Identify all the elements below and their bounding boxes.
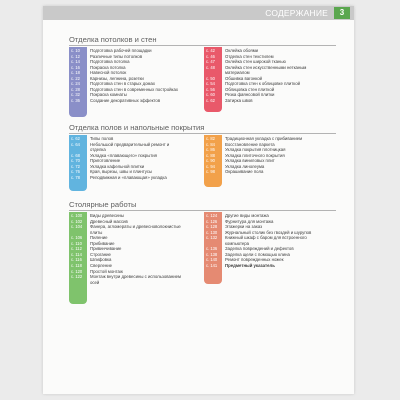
toc-entry-title: Шлифовка [90,257,112,263]
toc-entry-title: Подготовка стен к облицовке плиткой [225,81,300,87]
toc-entry-page: с. 138 [206,251,218,257]
toc-entry-page: с. 70 [71,158,80,164]
toc-column-left [69,47,197,117]
toc-entry-page: с. 122 [71,274,83,280]
toc-entry-page: с. 12 [71,53,80,59]
toc-entry [204,98,344,104]
toc-entry-title: Укладка «плавающего» покрытия [90,152,157,158]
toc-entry [69,280,197,286]
toc-entry-page: с. 130 [206,229,218,235]
toc-entry-title: осей [90,279,100,285]
toc-entry-page: с. 36 [71,97,80,103]
toc-entry-title: Небольшой предварительный ремонт и [90,141,170,147]
toc-entry-title: Виды древесины [90,213,124,218]
toc-entry-title: Различные типы потолков [90,53,143,59]
toc-entry-title: Древесный массив [90,218,128,224]
section-title-floors: Отделка полов и напольные покрытия [69,123,205,132]
toc-entry-title: Резка фаянсовой плитки [225,92,275,98]
toc-entry-page: с. 136 [206,246,218,252]
toc-entry-title: Восстановление паркета [225,141,275,147]
toc-entry-page: с. 32 [71,92,80,98]
toc-entry-title: Края, вырезы, швы и плинтусы [90,169,153,175]
toc-entry-title: Ремонт поврежденных ножек [225,257,284,263]
toc-entry-title: Приготовление [90,158,121,164]
toc-entry-title: Журнальный столик без гвоздей и шурупов [225,229,312,235]
toc-entry-title: Отделка стен текстилем [225,53,274,59]
section-divider [69,133,336,134]
toc-entry-page: с. 140 [206,257,218,263]
toc-entry-title: компьютера [225,240,250,246]
toc-entry-title: Укладка виниловых плит [225,158,275,164]
toc-entry-page: с. 48 [206,64,215,70]
toc-entry-title: Другие виды монтажа [225,213,269,218]
toc-entry-page: с. 76 [71,169,80,175]
section-divider [69,210,336,211]
toc-entry-page: с. 104 [71,224,83,230]
toc-entry-title: Подготовка рабочей площадки [90,48,152,53]
toc-entry-page: с. 82 [206,136,215,141]
toc-entry [204,169,344,175]
toc-column-left [69,135,197,191]
toc-entry-title: Пиление [90,235,108,241]
toc-entry-page: с. 141 [206,262,218,268]
toc-entry-page: с. 14 [71,59,80,65]
toc-entry-page: с. 47 [206,59,215,65]
toc-entry-page: с. 124 [206,213,218,218]
toc-entry-title: Предметный указатель [225,262,275,268]
toc-entry-title: Традиционная укладка с прибиванием [225,136,303,141]
toc-entry-title: Подготовка стен в современных постройках [90,86,179,92]
toc-entry-page: с. 102 [71,218,83,224]
toc-entry-page: с. 78 [71,174,80,180]
toc-entry-page: с. 116 [71,257,82,263]
toc-entry-title: Заделка щели с помощью клина [225,251,290,257]
toc-entry-title: Фанера, агломераты и древесноволокнистые [90,224,181,230]
toc-entry-page: с. 88 [206,152,215,158]
header-title: СОДЕРЖАНИЕ [265,8,328,18]
toc-entry-page: с. 128 [206,224,218,230]
toc-entry-title: Подготовка стен в старых домах [90,81,155,87]
toc-entry-page: с. 64 [71,141,80,147]
toc-entry-page: с. 94 [206,163,215,169]
toc-entry-page: с. 56 [206,86,215,92]
toc-column-right [204,47,344,117]
toc-entry-page: с. 22 [71,75,80,81]
toc-column-right [204,135,344,191]
toc-entry-title: Реподвижная и «плавающая» укладка [90,174,167,180]
toc-entry-title: Создание декоративных эффектов [90,97,161,103]
toc-entry-title: плиты [90,229,103,235]
toc-entry-page: с. 42 [206,48,215,53]
page-header [43,6,354,20]
toc-entry-page: с. 24 [71,81,80,87]
toc-entry-title: Покраска потолка [90,64,126,70]
toc-entry-title: Фурнитура для монтажа [225,218,274,224]
toc-entry-page: с. 28 [71,86,80,92]
toc-entry-page: с. 72 [71,163,80,169]
toc-entry-page: с. 112 [71,246,82,252]
toc-entry-page: с. 106 [71,235,83,241]
toc-entry-title: Оклейка стен искусственными нетканым [225,64,307,70]
toc-entry-page: с. 90 [206,158,215,164]
toc-entry [69,98,197,104]
toc-entry-page: с. 110 [71,240,82,246]
toc-entry [69,175,197,181]
toc-entry-page: с. 68 [71,152,80,158]
toc-entry-page: с. 114 [71,251,82,257]
toc-entry-title: Типы полов [90,136,114,141]
toc-entry-page: с. 18 [71,70,80,76]
toc-entry-title: отделка [90,147,106,153]
section-title-ceilings-walls: Отделка потолков и стен [69,35,157,44]
toc-entry-title: Окрашивание пола [225,169,264,175]
toc-entry-title: Этажерки на заказ [225,224,263,230]
toc-entry-page: с. 100 [71,213,83,218]
toc-entry-title: Укладка линолеума [225,163,265,169]
toc-column-left [69,212,197,304]
toc-entry-page: с. 86 [206,147,215,153]
toc-entry-page: с. 10 [71,48,80,53]
toc-entry-page: с. 50 [206,75,215,81]
toc-entry-page: с. 46 [206,53,215,59]
toc-entry [204,263,344,269]
toc-entry-title: Простой монтаж [90,268,123,274]
toc-entry-page: с. 98 [206,169,215,175]
toc-entry-page: с. 84 [206,141,215,147]
toc-entry-page: с. 118 [71,262,82,268]
toc-entry-title: Оклейка обоями [225,48,259,53]
toc-entry-title: Привинчивание [90,246,122,252]
toc-entry-title: Оклейка стен широкой тканью [225,59,286,65]
toc-column-right [204,212,344,284]
toc-entry-title: материалом [225,70,250,76]
toc-entry-title: Строгание [90,251,111,257]
toc-entry-title: Затирка швов [225,97,253,103]
toc-entry-title: Облицовка стен плиткой [225,86,275,92]
toc-entry-page: с. 126 [206,218,218,224]
toc-entry-title: Обшивка вагонкой [225,75,263,81]
page-number-badge: 3 [334,7,350,19]
toc-entry-title: Книжный шкаф с баром для встроенного [225,235,307,241]
toc-entry-title: Покраска комнаты [90,92,127,98]
toc-entry-title: Прибивание [90,240,115,246]
toc-entry-page: с. 54 [206,81,215,87]
toc-entry-page: с. 132 [206,235,218,241]
toc-entry-title: Укладка кафельной плитки [90,163,145,169]
section-title-carpentry: Столярные работы [69,200,137,209]
toc-entry-page: с. 62 [71,136,80,141]
toc-entry-title: Подготовка потолка [90,59,130,65]
toc-entry-page: с. 60 [206,92,215,98]
book-page [43,6,354,394]
toc-entry-page: с. 62 [206,97,215,103]
toc-entry-title: Заделка повреждений и дефектов [225,246,294,252]
toc-entry-title: Укладка плиточного покрытия [225,152,285,158]
section-divider [69,45,336,46]
toc-entry-title: Укладка покрытия плотницкая [225,147,286,153]
toc-entry-page: с. 16 [71,64,80,70]
toc-entry-title: Монтаж внутри древесины с использованием [90,274,181,280]
toc-entry-title: Сверление [90,262,113,268]
toc-entry-title: Навесной потолок [90,70,127,76]
toc-entry-page: с. 120 [71,268,83,274]
toc-entry-title: Карнизы, лепнина, розетки [90,75,144,81]
